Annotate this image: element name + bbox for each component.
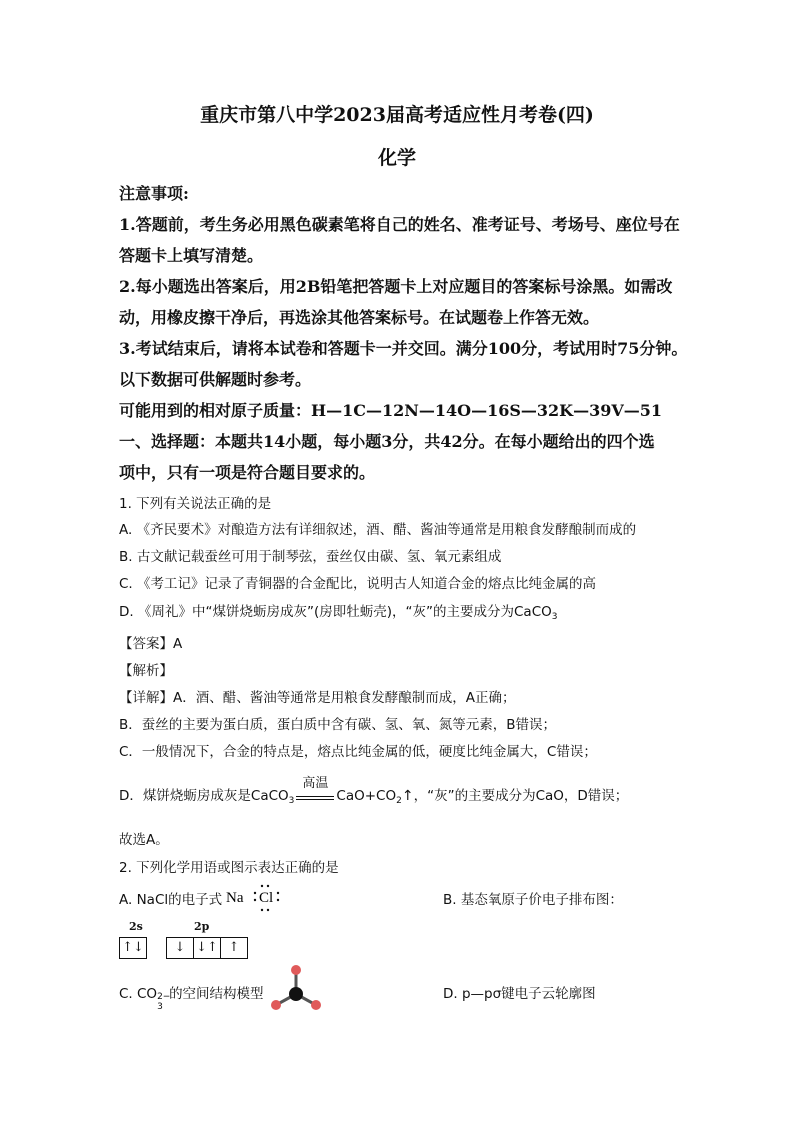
section-1-line-2: 项中，只有一项是符合题目要求的。: [119, 463, 376, 482]
lewis-cl-symbol: Cl: [259, 890, 274, 906]
q2-option-c-pre: C. CO: [119, 986, 158, 1002]
q1-option-c: C. 《考工记》记录了青铜器的合金配比，说明古人知道合金的熔点比纯金属的高: [119, 576, 597, 592]
q1-detail-d-reactant: CaCO: [250, 788, 289, 804]
q1-answer: 【答案】A: [119, 636, 183, 652]
q1-option-b: B. 古文献记载蚕丝可用于制琴弦，蚕丝仅由碳、氢、氧元素组成: [119, 549, 502, 565]
lewis-dot: [277, 892, 279, 894]
q2-option-d: D. p—pσ键电子云轮廓图: [443, 986, 596, 1002]
q1-detail-a: 【详解】A．酒、醋、酱油等通常是用粮食发酵酿制而成，A正确；: [119, 690, 516, 706]
q1-option-d-text: D. 《周礼》中“煤饼烧蛎房成灰”(房即牡蛎壳)，“灰”的主要成分为: [119, 604, 514, 620]
orbital-2s-box: [119, 937, 147, 959]
orbital-cell: ↑↓: [122, 940, 144, 955]
orbital-cell: ↑: [228, 940, 240, 955]
q2-option-c-sub: 3: [157, 1002, 163, 1012]
orbital-2s-label: 2s: [129, 920, 143, 933]
lewis-dot: [267, 885, 269, 887]
orbital-cell: ↓↑: [194, 938, 221, 958]
q1-detail-d-products: CaO+CO: [336, 788, 397, 804]
reaction-equals-sign: [296, 796, 334, 800]
notice-item-2-line-2: 动，用橡皮擦干净后，再选涂其他答案标号。在试题卷上作答无效。: [119, 308, 600, 327]
lewis-na-symbol: Na: [226, 890, 244, 906]
q1-detail-d-reactant-sub: 3: [288, 796, 295, 806]
q1-detail-d-pre: D．煤饼烧蛎房成灰是: [119, 788, 251, 804]
q2-option-a-text: A. NaCl的电子式: [119, 892, 223, 908]
nacl-electron-dot-formula: [226, 882, 296, 914]
q1-option-d-sub: 3: [551, 612, 558, 622]
lewis-dot: [261, 909, 263, 911]
lewis-dot: [267, 909, 269, 911]
q2-option-c: [119, 982, 264, 1012]
q1-detail-b: B．蚕丝的主要为蛋白质，蛋白质中含有碳、氢、氧、氮等元素，B错误；: [119, 717, 557, 733]
q1-option-d: [119, 600, 558, 622]
lewis-dot: [261, 885, 263, 887]
q2-option-a: [119, 888, 222, 908]
q1-option-a: A. 《齐民要术》对酿造方法有详细叙述，酒、醋、酱油等通常是用粮食发酵酿制而成的: [119, 522, 637, 538]
atomic-masses: 可能用到的相对原子质量：H—1C—12N—14O—16S—32K—39V—51: [119, 401, 663, 420]
oxygen-atom: [311, 1000, 321, 1010]
lewis-dot: [254, 899, 256, 901]
carbonate-ball-stick-model: [268, 964, 328, 1012]
q2-option-c-post: 的空间结构模型: [169, 986, 264, 1002]
notice-item-2-line-1: 2.每小题选出答案后，用2B铅笔把答题卡上对应题目的答案标号涂黑。如需改: [119, 277, 673, 296]
section-1-line-1: 一、选择题：本题共14小题，每小题3分，共42分。在每小题给出的四个选: [119, 432, 655, 451]
q1-detail-d: [119, 776, 629, 806]
lewis-dot: [254, 892, 256, 894]
q1-stem: 1. 下列有关说法正确的是: [119, 496, 272, 512]
oxygen-atom: [271, 1000, 281, 1010]
subject-title: 化学: [377, 147, 416, 169]
q1-option-d-formula: CaCO: [514, 604, 552, 620]
exam-title: 重庆市第八中学2023届高考适应性月考卷(四): [200, 104, 594, 126]
notice-item-1-line-2: 答题卡上填写清楚。: [119, 246, 264, 265]
q2-option-b: B. 基态氧原子价电子排布图：: [443, 892, 623, 908]
q2-stem: 2. 下列化学用语或图示表达正确的是: [119, 860, 339, 876]
notice-item-1-line-1: 1.答题前，考生务必用黑色碳素笔将自己的姓名、准考证号、考场号、座位号在: [119, 215, 680, 234]
notice-item-3-line-1: 3.考试结束后，请将本试卷和答题卡一并交回。满分100分，考试用时75分钟。: [119, 339, 688, 358]
gas-arrow: ↑: [401, 788, 414, 804]
orbital-cell: ↓: [167, 938, 194, 958]
lewis-dot: [277, 899, 279, 901]
reaction-condition-label: 高温: [302, 776, 329, 791]
orbital-2p-label: 2p: [194, 920, 210, 933]
notice-item-3-line-2: 以下数据可供解题时参考。: [119, 370, 312, 389]
q1-conclusion: 故选A。: [119, 832, 169, 848]
notice-heading: 注意事项:: [119, 184, 189, 203]
carbon-atom: [289, 987, 303, 1001]
oxygen-atom: [291, 965, 301, 975]
orbital-2p-box: [166, 937, 248, 959]
reaction-condition: [296, 776, 334, 800]
q1-detail-d-post: ，“灰”的主要成分为CaO，D错误；: [413, 788, 629, 804]
q1-detail-c: C．一般情况下，合金的特点是，熔点比纯金属的低，硬度比纯金属大，C错误；: [119, 744, 597, 760]
q2-option-c-charge: 2−: [157, 992, 171, 1002]
q1-analysis: 【解析】: [119, 663, 173, 679]
q1-detail-d-products-sub: 2: [396, 796, 402, 806]
